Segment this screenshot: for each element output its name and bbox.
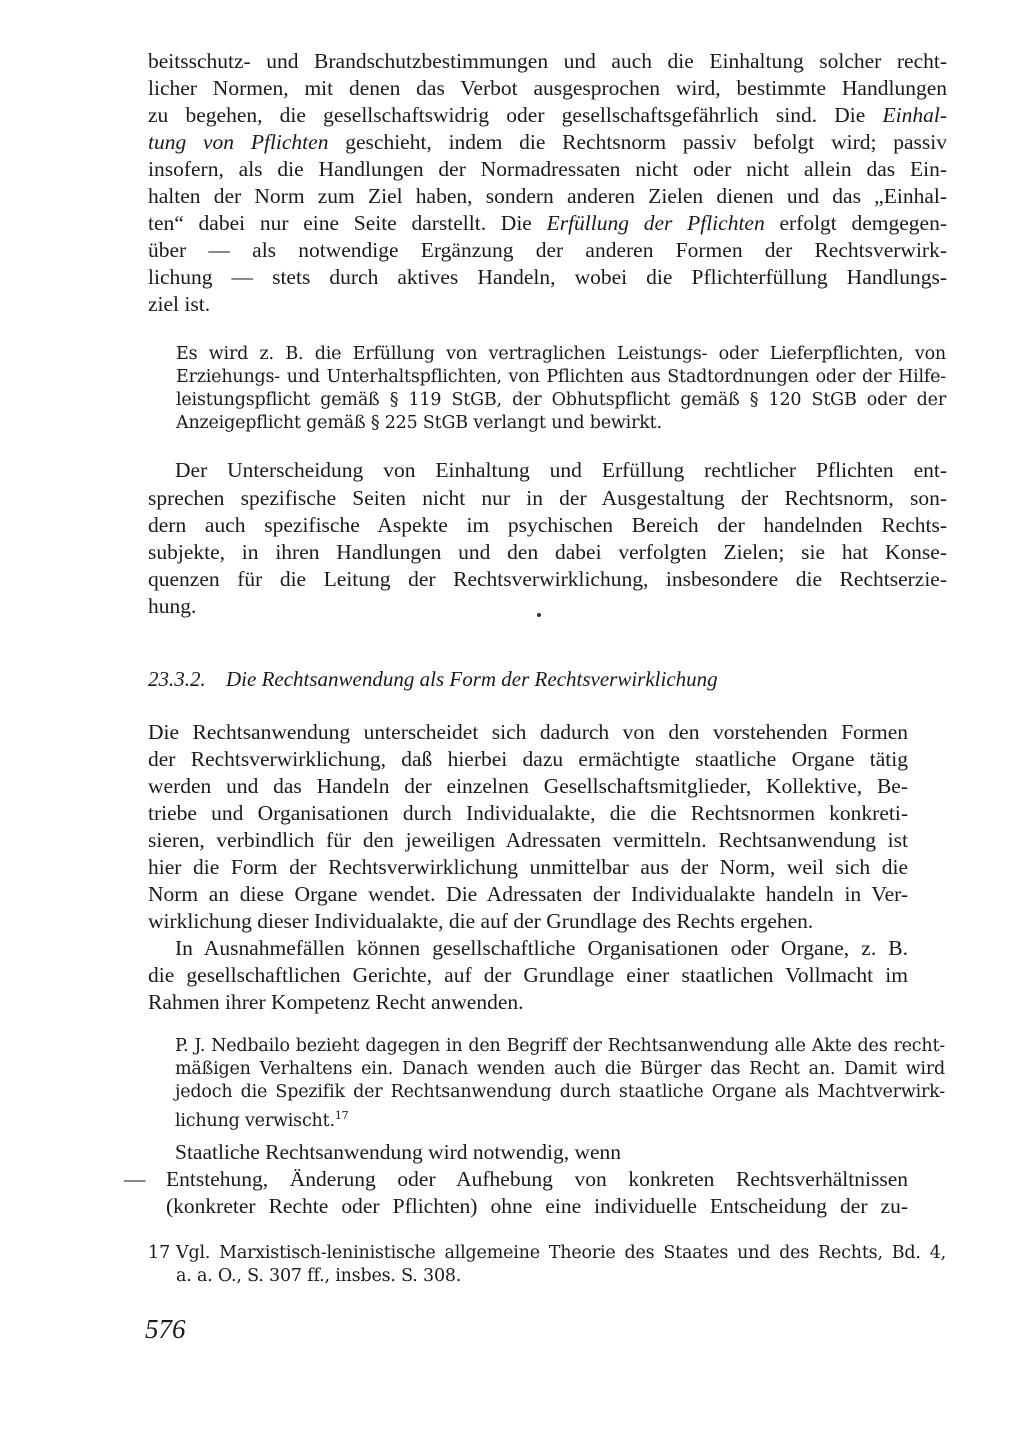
text-line: triebe und Organisationen durch Individualakte, die die Rechtsnormen konkreti- <box>148 801 908 825</box>
text-line: lichung — stets durch aktives Handeln, wobei die Pflichterfüllung Handlungs- <box>148 265 947 289</box>
text-line: dern auch spezifische Aspekte im psychischen Bereich der handelnden Rechts- <box>148 513 947 537</box>
page-number: 576 <box>145 1314 186 1344</box>
text-line: Staatliche Rechtsanwendung wird notwendig, wenn <box>175 1140 622 1164</box>
text-line: Die Rechtsanwendung unterscheidet sich dadurch von den vorstehenden Formen <box>148 720 908 744</box>
text-line: beitsschutz- und Brandschutzbestimmungen und auch die Einhaltung solcher recht- <box>148 49 947 73</box>
stray-mark <box>537 613 541 617</box>
note-line: P. J. Nedbailo bezieht dagegen in den Begriff der Rechtsanwendung alle Akte des recht- <box>175 1036 945 1056</box>
footnote-reference: 17 <box>334 1109 349 1122</box>
list-dash: — <box>124 1167 146 1191</box>
text-line: ten“ dabei nur eine Seite darstellt. Die Erfüllung der Pflichten erfolgt demgegen- <box>148 211 948 235</box>
text-line: Der Unterscheidung von Einhaltung und Erfüllung rechtlicher Pflichten ent- <box>175 458 947 482</box>
list-item-line: (konkreter Rechte oder Pflichten) ohne eine individuelle Entscheidung der zu- <box>166 1194 908 1218</box>
note-line: mäßigen Verhaltens ein. Danach wenden auch die Bürger das Recht an. Damit wird <box>175 1059 945 1079</box>
text-line: ziel ist. <box>148 292 211 316</box>
text-line: In Ausnahmefällen können gesellschaftliche Organisationen oder Organe, z. B. <box>175 936 908 960</box>
note-line: Erziehungs- und Unterhaltspflichten, von Pflichten aus Stadtordnungen oder der Hilfe- <box>176 367 946 387</box>
text-line: insofern, als die Handlungen der Normadressaten nicht oder nicht allein das Ein- <box>148 157 947 181</box>
note-line: Anzeigepflicht gemäß § 225 StGB verlangt und bewirkt. <box>176 413 662 433</box>
text-line: sieren, verbindlich für den jeweiligen Adressaten vermitteln. Rechtsanwendung ist <box>148 828 908 852</box>
note-line: lichung verwischt.$^{17}$ <box>175 1109 349 1131</box>
note-line: Es wird z. B. die Erfüllung von vertraglichen Leistungs- oder Lieferpflichten, von <box>176 344 946 364</box>
list-item-line: Entstehung, Änderung oder Aufhebung von konkreten Rechtsverhältnissen <box>166 1167 908 1191</box>
text-line: der Rechtsverwirklichung, daß hierbei dazu ermächtigte staatliche Organe tätig <box>148 747 908 771</box>
text-line: zu begehen, die gesellschaftswidrig oder gesellschaftsgefährlich sind. Die Einhal- <box>148 103 947 127</box>
text-line: Norm an diese Organe wendet. Die Adressaten der Individualakte handeln in Ver- <box>148 882 908 906</box>
text-line: die gesellschaftlichen Gerichte, auf der Grundlage einer staatlichen Vollmacht im <box>148 963 908 987</box>
text-line: sprechen spezifische Seiten nicht nur in der Ausgestaltung der Rechtsnorm, son- <box>148 486 947 510</box>
footnote-line: a. a. O., S. 307 ff., insbes. S. 308. <box>176 1266 462 1286</box>
text-line: licher Normen, mit denen das Verbot ausgesprochen wird, bestimmte Handlungen <box>148 76 947 100</box>
footnote-line: Vgl. Marxistisch-leninistische allgemeine Theorie des Staates und des Rechts, Bd. 4, <box>176 1243 946 1263</box>
text-line: werden und das Handeln der einzelnen Gesellschaftsmitglieder, Kollektive, Be- <box>148 774 908 798</box>
text-line: hier die Form der Rechtsverwirklichung unmittelbar aus der Norm, weil sich die <box>148 855 908 879</box>
footnote-number: 17 <box>148 1243 171 1263</box>
text-line: tung von Pflichten geschieht, indem die Rechtsnorm passiv befolgt wird; passiv <box>148 130 947 154</box>
text-line: quenzen für die Leitung der Rechtsverwirklichung, insbesondere die Rechtserzie- <box>148 567 947 591</box>
text-line: wirklichung dieser Individualakte, die auf der Grundlage des Rechts ergehen. <box>148 909 814 933</box>
section-number: 23.3.2. <box>148 667 206 691</box>
note-line: leistungspflicht gemäß § 119 StGB, der Obhutspflicht gemäß § 120 StGB oder der <box>176 390 946 410</box>
text-line: Rahmen ihrer Kompetenz Recht anwenden. <box>148 990 524 1014</box>
text-line: halten der Norm zum Ziel haben, sondern anderen Zielen dienen und das „Einhal- <box>148 184 947 208</box>
text-line: hung. <box>148 594 197 618</box>
text-line: über — als notwendige Ergänzung der anderen Formen der Rechtsverwirk- <box>148 238 947 262</box>
section-title: Die Rechtsanwendung als Form der Rechtsverwirklichung <box>226 667 718 691</box>
text-line: subjekte, in ihren Handlungen und den dabei verfolgten Zielen; sie hat Konse- <box>148 540 947 564</box>
note-line: jedoch die Spezifik der Rechtsanwendung durch staatliche Organe als Machtverwirk- <box>175 1082 945 1102</box>
